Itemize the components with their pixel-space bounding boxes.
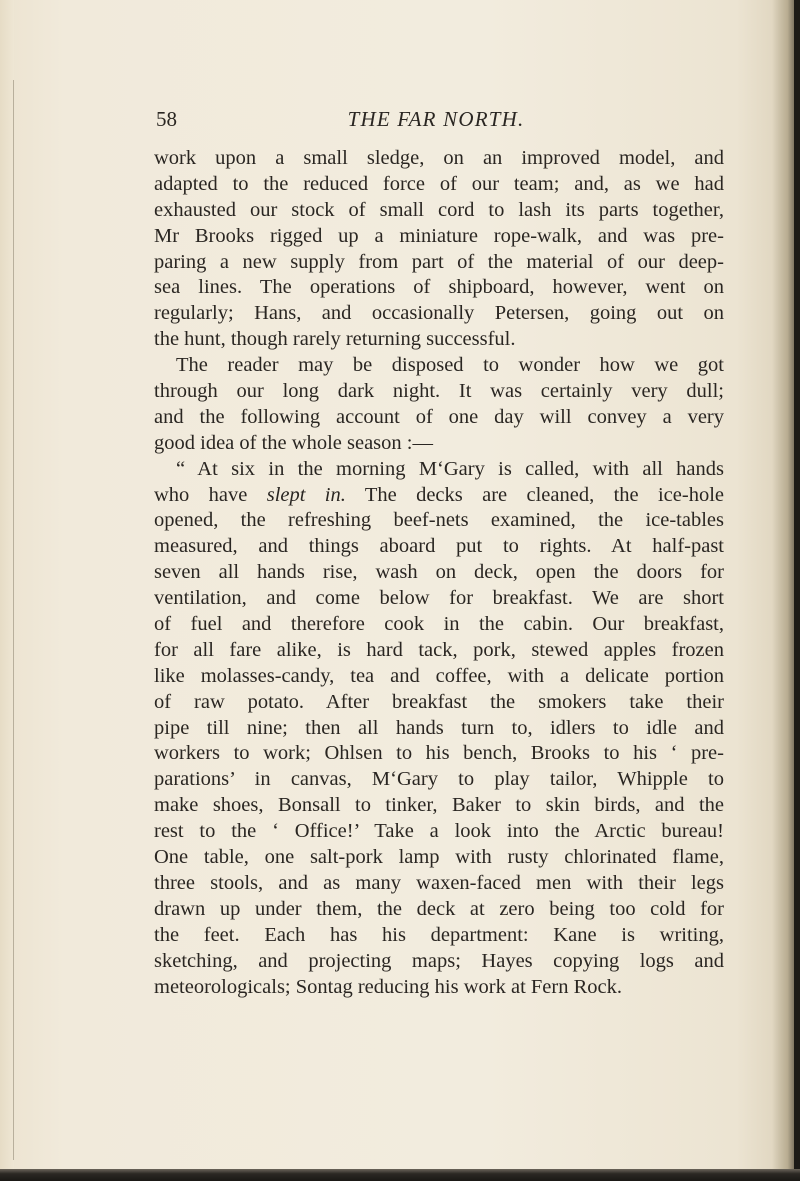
text-line [154, 923, 724, 949]
text-segment: regularly; Hans, and occasionally Petersen, going out on [154, 302, 724, 325]
text-line [154, 146, 724, 172]
text-line [154, 716, 724, 742]
text-line [154, 327, 724, 353]
text-segment: pipe till nine; then all hands turn to, idlers to idle and [154, 716, 724, 739]
text-segment: “ At six in the morning M‘Gary is called, with all hands [176, 457, 724, 480]
page-gutter [0, 0, 14, 1181]
text-segment: the feet. Each has his department: Kane is writing, [154, 923, 724, 946]
text-line [154, 975, 724, 1001]
page-number: 58 [156, 107, 177, 131]
text-segment: and the following account of one day will convey a very [154, 405, 724, 428]
text-line [154, 431, 724, 457]
text-line [154, 586, 724, 612]
text-segment: exhausted our stock of small cord to lash its parts together, [154, 198, 724, 221]
text-line [154, 949, 724, 975]
text-segment: One table, one salt-pork lamp with rusty chlorinated flame, [154, 846, 724, 869]
text-segment: meteorologicals; Sontag reducing his work at Fern Rock. [154, 975, 622, 998]
text-segment: rest to the ‘ Office!’ Take a look into the Arctic bureau! [154, 820, 724, 843]
text-segment: three stools, and as many waxen-faced men with their legs [154, 871, 724, 894]
text-line [154, 250, 724, 276]
body-text [154, 146, 724, 1000]
text-line [154, 301, 724, 327]
text-segment: through our long dark night. It was certainly very dull; [154, 380, 724, 403]
text-segment: drawn up under them, the deck at zero being too cold for [154, 897, 724, 920]
text-line [154, 690, 724, 716]
text-segment: for all fare alike, is hard tack, pork, stewed apples frozen [154, 638, 724, 661]
text-line [154, 275, 724, 301]
page-bottom-edge [0, 1169, 800, 1181]
text-segment: measured, and things aboard put to rights. At half-past [154, 535, 724, 558]
text-line [154, 612, 724, 638]
text-line [154, 198, 724, 224]
text-segment: Mr Brooks rigged up a miniature rope-walk, and was pre- [154, 224, 724, 247]
text-line [154, 819, 724, 845]
text-line [154, 379, 724, 405]
text-line [154, 897, 724, 923]
text-segment: parations’ in canvas, M‘Gary to play tailor, Whipple to [154, 768, 724, 791]
text-segment: who have [154, 483, 267, 506]
page-edge-dark [794, 0, 800, 1181]
text-line [154, 534, 724, 560]
text-line [154, 483, 724, 509]
text-segment: of raw potato. After breakfast the smokers take their [154, 690, 724, 713]
text-line [154, 224, 724, 250]
text-line [154, 172, 724, 198]
text-segment: the hunt, though rarely returning successful. [154, 328, 516, 351]
text-segment: The reader may be disposed to wonder how we got [176, 354, 724, 377]
text-segment: ventilation, and come below for breakfast. We are short [154, 587, 724, 610]
text-segment: like molasses-candy, tea and coffee, with a delicate portion [154, 664, 724, 687]
running-title: THE FAR NORTH. [347, 107, 525, 131]
text-line [154, 638, 724, 664]
text-line [154, 353, 724, 379]
text-line [154, 793, 724, 819]
text-line [154, 664, 724, 690]
text-segment: of fuel and therefore cook in the cabin. Our breakfast, [154, 613, 724, 636]
text-segment: sketching, and projecting maps; Hayes copying logs and [154, 949, 724, 972]
text-segment: adapted to the reduced force of our team; and, as we had [154, 172, 724, 195]
text-line [154, 457, 724, 483]
text-line [154, 405, 724, 431]
text-segment: good idea of the whole season :— [154, 431, 433, 454]
text-line [154, 560, 724, 586]
text-segment: workers to work; Ohlsen to his bench, Brooks to his ‘ pre- [154, 742, 724, 765]
text-line [154, 871, 724, 897]
text-segment: make shoes, Bonsall to tinker, Baker to skin birds, and the [154, 794, 724, 817]
text-line [154, 508, 724, 534]
text-line [154, 767, 724, 793]
italic-text: slept in. [266, 483, 346, 506]
text-line [154, 741, 724, 767]
text-line [154, 845, 724, 871]
text-segment: paring a new supply from part of the material of our deep- [154, 250, 724, 273]
page-header [156, 104, 716, 134]
text-segment: sea lines. The operations of shipboard, however, went on [154, 276, 724, 299]
text-segment: opened, the refreshing beef-nets examined, the ice-tables [154, 509, 724, 532]
gutter-line [13, 80, 14, 1160]
text-segment: work upon a small sledge, on an improved model, and [154, 147, 724, 169]
text-segment: The decks are cleaned, the ice-hole [345, 483, 724, 506]
text-segment: seven all hands rise, wash on deck, open the doors for [154, 561, 724, 584]
